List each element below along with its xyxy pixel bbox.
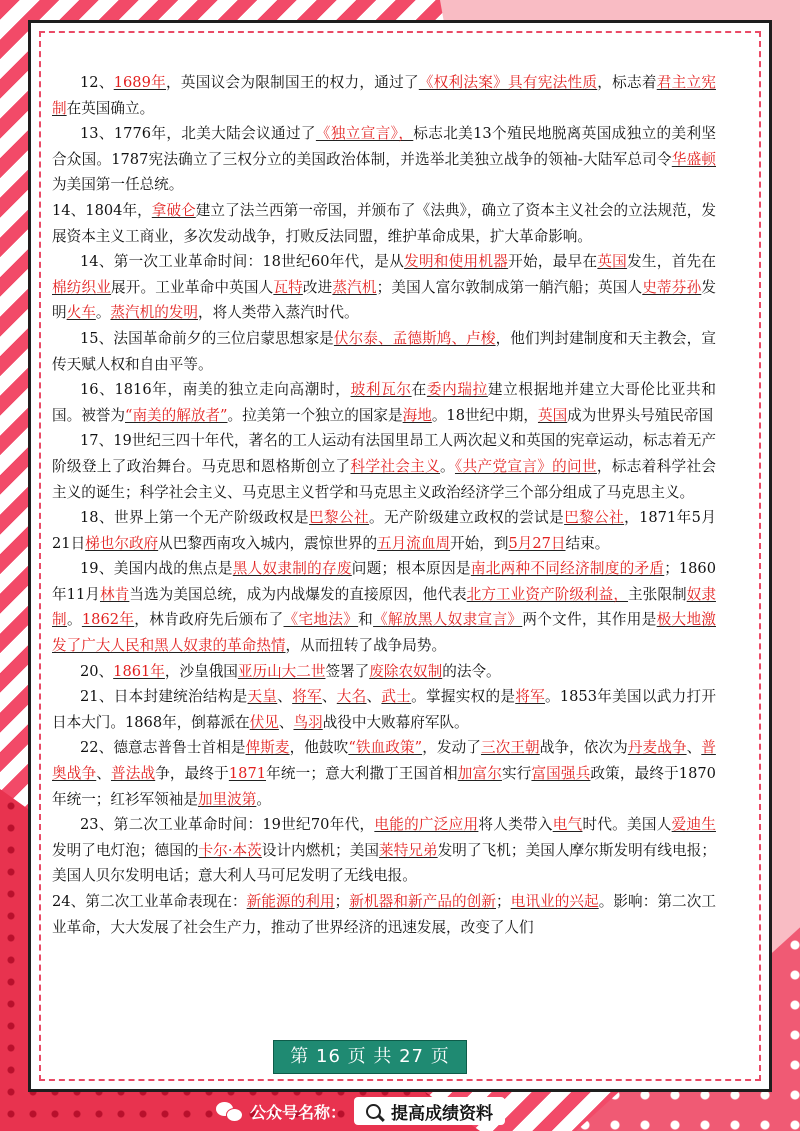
paragraph xyxy=(52,505,716,556)
paragraph-text: 13、1776年，北美大陆会议通过了 xyxy=(80,125,316,143)
highlighted-term: 南北两种不同经济制度的矛盾 xyxy=(470,560,665,578)
paragraph-text: 16、1816年，南美的独立走向高潮时， xyxy=(80,381,351,399)
highlighted-term: 5月27日 xyxy=(508,534,566,552)
paragraph-text: 两个文件，其作用是 xyxy=(522,611,657,629)
paragraph-text: 为美国第一任总统。 xyxy=(52,176,184,194)
paragraph-text: 。无产阶级建立政权的尝试是 xyxy=(369,509,565,527)
paragraph-text: 改进 xyxy=(302,278,333,296)
highlighted-term: “南美的解放者” xyxy=(124,406,228,424)
paragraph-text: 17、19世纪三四十年代，著名的工人运动有法国里昂工人两次起义和英国的宪章运动，标志着无产阶级登上了政治舞台。马克思和恩格斯创立了 xyxy=(52,432,716,475)
paragraph-text: 问题；根本原因是 xyxy=(351,560,471,578)
paragraph xyxy=(52,326,716,377)
highlighted-term: 普法战 xyxy=(110,765,156,783)
highlighted-term: 五月流血周 xyxy=(377,534,451,552)
highlighted-term: 英国 xyxy=(537,406,568,424)
paragraph-text: 时代。美国人 xyxy=(582,816,672,834)
paragraph-text: 签署了 xyxy=(325,662,370,680)
wechat-icon xyxy=(216,1100,244,1122)
paragraph xyxy=(52,889,716,940)
paragraph-text: 争，最终于 xyxy=(155,765,229,783)
highlighted-term: 蒸汽机的发明 xyxy=(110,304,198,322)
highlighted-term: 普奥战争 xyxy=(52,739,716,783)
highlighted-term: 君主立宪制 xyxy=(52,74,716,117)
paragraph xyxy=(52,198,716,249)
paragraph-text: 。掌握实权的是 xyxy=(411,688,516,706)
highlighted-term: 伏尔泰、孟德斯鸠、卢梭 xyxy=(333,329,496,347)
wechat-label: 公众号名称： xyxy=(250,1102,347,1122)
paragraph xyxy=(52,659,716,685)
highlighted-term: 《宅地法》 xyxy=(283,611,359,629)
wechat-banner xyxy=(216,1095,574,1127)
highlighted-term: 巴黎公社 xyxy=(309,509,370,527)
paragraph-text: 19、美国内战的焦点是 xyxy=(80,560,233,578)
highlighted-term: 拿破仑 xyxy=(151,201,196,219)
highlighted-term: 火车 xyxy=(66,304,96,322)
page-number-label: 第 16 页 共 27 页 xyxy=(290,1046,450,1067)
paragraph-text: 、 xyxy=(277,688,293,706)
paragraph xyxy=(52,70,716,121)
paragraph-text: 主张限制 xyxy=(628,585,687,603)
paragraph-text: 在英国确立。 xyxy=(66,99,155,117)
paragraph-text: 战争，依次为 xyxy=(539,739,628,757)
paragraph-text: 18、世界上第一个无产阶级政权是 xyxy=(80,509,310,527)
paragraph-text: ；美国人富尔敦制成第一艄汽船；英国人 xyxy=(376,278,643,296)
highlighted-term: 大名 xyxy=(336,688,367,706)
paragraph xyxy=(52,428,716,505)
paragraph-text: 建立了法兰西第一帝国，并颁布了《法典》，确立了资本主义社会的立法规范，发展资本主义工商业，多次发动战争，打败反法同盟，维护革命成果，扩大革命影响。 xyxy=(52,201,716,245)
paragraph-text: 23、第二次工业革命时间：19世纪70年代， xyxy=(80,816,375,834)
highlighted-term: 天皇 xyxy=(247,688,278,706)
paragraph-text: 战役中大败幕府军队。 xyxy=(322,713,469,731)
paragraph-text: 。拉美第一个独立的国家是 xyxy=(227,406,403,424)
paragraph-text: 15、法国革命前夕的三位启蒙思想家是 xyxy=(80,329,334,347)
highlighted-term: 将军 xyxy=(515,688,545,706)
paragraph-text: 开始，到 xyxy=(450,534,509,552)
paragraph-text: 展开。工业革命中英国人 xyxy=(111,278,274,296)
highlighted-term: 1861年 xyxy=(113,662,165,680)
paragraph-text: 。1853年美国以武力打开日本大门。1868年，倒幕派在 xyxy=(52,688,716,731)
paragraph-text: 。18世纪中期， xyxy=(431,406,538,424)
highlighted-term: 加富尔 xyxy=(457,765,502,783)
paragraph-text: 从巴黎西南攻入城内，震惊世界的 xyxy=(158,534,378,552)
paragraph-text: ，1871年5月21日 xyxy=(52,509,716,552)
highlighted-term: 1689年 xyxy=(113,74,167,91)
paragraph-text: 实行 xyxy=(501,765,532,783)
wechat-name-box xyxy=(354,1097,505,1125)
page-number-badge xyxy=(273,1040,467,1074)
highlighted-term: 将军 xyxy=(292,688,322,706)
highlighted-term: 发明和使用机器 xyxy=(404,253,509,271)
highlighted-term: 新能源的利用 xyxy=(246,893,335,910)
paragraph-text: 建立根据地并建立大哥伦比亚共和国。被誉为 xyxy=(52,381,716,424)
paragraph-text: 、 xyxy=(686,739,702,757)
highlighted-term: 《共产党宣言》的问世 xyxy=(454,457,597,475)
paragraph-text: 、 xyxy=(366,688,382,706)
paragraph xyxy=(52,121,716,198)
highlighted-term: 莱特兄弟 xyxy=(379,841,438,859)
paragraph-text: 。影响：第二次工业革命，大大发展了社会生产力，推动了世界经济的迅速发展，改变了人们 xyxy=(52,893,716,936)
highlighted-term: 加里波第 xyxy=(197,790,257,808)
paragraph-text: 和 xyxy=(358,611,374,629)
paragraph-text: 、 xyxy=(278,713,294,731)
paragraph-text: 发明了电灯泡；德国的 xyxy=(52,841,199,859)
paragraph-text: 12、 xyxy=(80,74,114,91)
paragraph-text: ； xyxy=(334,893,350,910)
paragraph-text: 的法令。 xyxy=(442,662,501,680)
paragraph-text: ；1860年11月 xyxy=(52,560,716,603)
paragraph xyxy=(52,249,716,326)
highlighted-term: 《独立宣言》， xyxy=(315,125,414,143)
paragraph-text: 24、第二次工业革命表现在： xyxy=(52,893,247,910)
highlighted-term: 电讯业的兴起 xyxy=(510,893,599,910)
highlighted-term: 科学社会主义 xyxy=(350,457,441,475)
highlighted-term: 瓦特 xyxy=(273,278,303,296)
paragraph-text: 设计内燃机；美国 xyxy=(261,841,380,859)
highlighted-term: 武士 xyxy=(381,688,412,706)
highlighted-term: 1862年 xyxy=(81,611,135,629)
paragraph xyxy=(52,684,716,735)
paragraph xyxy=(52,735,716,812)
highlighted-term: 玻利瓦尔 xyxy=(350,381,412,399)
highlighted-term: 《解放黑人奴隶宣言》 xyxy=(373,611,523,629)
paragraph-text: 结束。 xyxy=(565,534,610,552)
highlighted-term: 1871 xyxy=(228,765,267,783)
highlighted-term: 巴黎公社 xyxy=(564,509,625,527)
highlighted-term: 华盛顿 xyxy=(671,150,716,168)
highlighted-term: 林肯 xyxy=(99,585,130,603)
search-icon xyxy=(366,1104,381,1119)
paragraph xyxy=(52,812,716,889)
highlighted-term: 废除农奴制 xyxy=(369,662,443,680)
highlighted-term: 三次王朝 xyxy=(480,739,540,757)
paragraph-text: 。 xyxy=(66,611,82,629)
paragraph-text: 。 xyxy=(440,457,455,475)
paragraph-text: 标志北美13个殖民地脱离英国成独立的美利坚合众国。1787宪法确立了三权分立的美国政治体制，并选举北美独立战争的领袖-大陆军总司令 xyxy=(52,125,716,168)
highlighted-term: 卡尔·本茨 xyxy=(198,841,262,859)
paragraph xyxy=(52,377,716,428)
paragraph-text: 14、1804年， xyxy=(52,201,152,219)
highlighted-term: 蒸汽机 xyxy=(332,278,377,296)
paragraph-text: 开始，最早在 xyxy=(508,253,598,271)
paragraph-text: ； xyxy=(496,893,511,910)
paragraph-text: 年统一；意大利撒丁王国首相 xyxy=(266,765,458,783)
paragraph-text: 将人类带入 xyxy=(478,816,553,834)
paragraph-text: 发明 xyxy=(52,278,716,322)
paragraph-text: ，标志着 xyxy=(597,74,657,91)
document-body xyxy=(52,70,716,940)
paragraph-text: 、 xyxy=(321,688,337,706)
highlighted-term: 梯也尔政府 xyxy=(85,534,159,552)
highlighted-term: 极大地激发了广大人民和黑人奴隶的革命热情 xyxy=(52,611,716,655)
paragraph-text: 。 xyxy=(95,304,111,322)
paragraph-text: 当选为美国总统，成为内战爆发的直接原因，他代表 xyxy=(129,585,467,603)
paragraph-text: 在 xyxy=(411,381,427,399)
paragraph-text: ，从而扭转了战争局势。 xyxy=(285,637,447,655)
highlighted-term: 委内瑞拉 xyxy=(426,381,488,399)
highlighted-term: 亚历山大二世 xyxy=(237,662,326,680)
highlighted-term: 英国 xyxy=(597,253,628,271)
paragraph-text: 政策，最终于1870年统一；红衫军领袖是 xyxy=(52,765,716,808)
highlighted-term: 棉纺织业 xyxy=(52,278,112,296)
paragraph-text: ，英国议会为限制国王的权力，通过了 xyxy=(166,74,419,91)
paragraph-text: 14、第一次工业革命时间：18世纪60年代，是从 xyxy=(80,253,405,271)
paragraph-text: ，他们判封建制度和天主教会，宣传天赋人权和自由平等。 xyxy=(52,329,716,373)
paragraph-text: 21、日本封建统治结构是 xyxy=(80,688,248,706)
wechat-account-name: 提高成绩资料 xyxy=(391,1103,494,1124)
highlighted-term: 俾斯麦 xyxy=(245,739,290,757)
paragraph-text: ，发动了 xyxy=(422,739,481,757)
highlighted-term: 鸟羽 xyxy=(293,713,323,731)
highlighted-term: 《权利法案》具有宪法性质 xyxy=(418,74,598,91)
highlighted-term: 黑人奴隶制的存废 xyxy=(232,560,352,578)
highlighted-term: 电气 xyxy=(552,816,583,834)
paragraph-text: 20、 xyxy=(80,662,114,680)
highlighted-term: 爱迪生 xyxy=(671,816,716,834)
highlighted-term: 伏见 xyxy=(249,713,279,731)
highlighted-term: 电能的广泛应用 xyxy=(374,816,479,834)
paragraph-text: 成为世界头号殖民帝国 xyxy=(567,406,714,424)
paragraph-text: ，将人类带入蒸汽时代。 xyxy=(198,304,359,322)
paragraph-text: ，标志着科学社会主义的诞生；科学社会主义、马克思主义哲学和马克思主义政治经济学三个部分组成了马克思主义。 xyxy=(52,457,716,501)
highlighted-term: 海地 xyxy=(402,406,432,424)
highlighted-term: 史蒂芬孙 xyxy=(642,278,702,296)
highlighted-term: 富国强兵 xyxy=(531,765,591,783)
paragraph-text: 、 xyxy=(96,765,111,783)
paragraph-text: 发明了飞机；美国人摩尔斯发明有线电报；美国人贝尔发明电话；意大利人马可尼发明了无线电报。 xyxy=(52,841,716,885)
paragraph-text: 。 xyxy=(256,790,271,808)
highlighted-term: 新机器和新产品的创新 xyxy=(349,893,497,910)
paragraph-text: ，他鼓吹 xyxy=(289,739,349,757)
paragraph-text: ，沙皇俄国 xyxy=(164,662,238,680)
paragraph-text: 发生，首先在 xyxy=(627,253,716,271)
highlighted-term: 北方工业资产阶级利益， xyxy=(466,585,629,603)
highlighted-term: 丹麦战争 xyxy=(627,739,687,757)
highlighted-term: “铁血政策” xyxy=(348,739,423,757)
paragraph-text: ，林肯政府先后颁布了 xyxy=(134,611,284,629)
highlighted-term: 奴隶制 xyxy=(52,585,716,629)
paragraph xyxy=(52,556,716,658)
paragraph-text: 22、德意志普鲁士首相是 xyxy=(80,739,246,757)
